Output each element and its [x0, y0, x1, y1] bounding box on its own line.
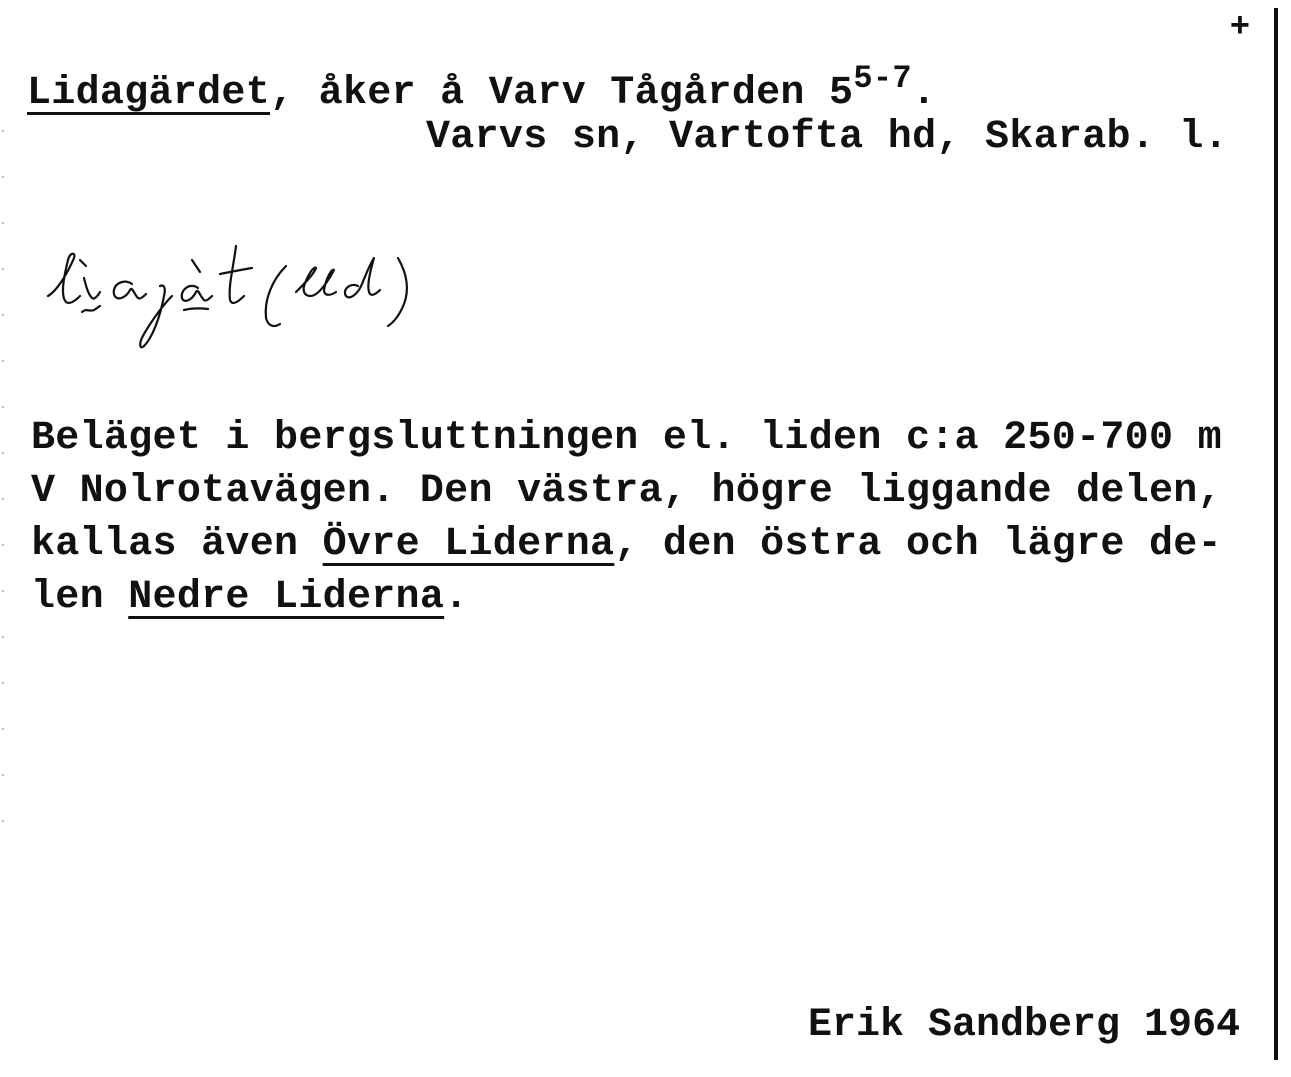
header-end: .	[911, 71, 937, 116]
text-segment: len	[31, 575, 129, 620]
signature: Erik Sandberg 1964	[808, 1003, 1241, 1048]
hw-stroke	[220, 268, 252, 274]
hw-stroke	[184, 308, 208, 310]
hw-stroke	[84, 278, 100, 299]
header-details: , åker å Varv Tågården 5	[270, 71, 854, 116]
description-line: V Nolrotavägen. Den västra, högre liggande delen,	[31, 469, 1222, 514]
card-edge	[1274, 8, 1278, 1060]
text-segment: , den östra och lägre de-	[614, 522, 1222, 567]
left-edge-marks	[2, 130, 4, 830]
hw-stroke	[114, 282, 146, 299]
header-line	[27, 60, 937, 116]
hw-stroke	[182, 286, 212, 301]
hw-stroke	[230, 246, 244, 303]
text-segment: kallas även	[31, 522, 323, 567]
subplace-name-lower: Nedre Liderna	[128, 575, 445, 620]
handwritten-pronunciation	[40, 238, 540, 363]
hw-stroke	[192, 260, 200, 272]
hw-stroke	[266, 266, 286, 326]
place-name: Lidagärdet	[27, 71, 271, 116]
description-line	[31, 518, 1261, 571]
hw-stroke	[80, 260, 86, 266]
text-segment: .	[444, 575, 469, 620]
corner-plus-mark: +	[1230, 6, 1250, 44]
description	[31, 412, 1261, 624]
description-line: Beläget i bergsluttningen el. liden c:a 250-700 m	[31, 416, 1222, 461]
hw-stroke	[296, 268, 336, 296]
description-line	[31, 571, 1261, 624]
location-line: Varvs sn, Vartofta hd, Skarab. l.	[426, 115, 1229, 160]
hw-stroke	[388, 258, 407, 326]
hw-stroke	[345, 258, 380, 297]
hw-stroke	[82, 306, 100, 312]
header-superscript: 5-7	[853, 60, 912, 97]
subplace-name-upper: Övre Liderna	[322, 522, 615, 567]
hw-stroke	[48, 254, 80, 303]
